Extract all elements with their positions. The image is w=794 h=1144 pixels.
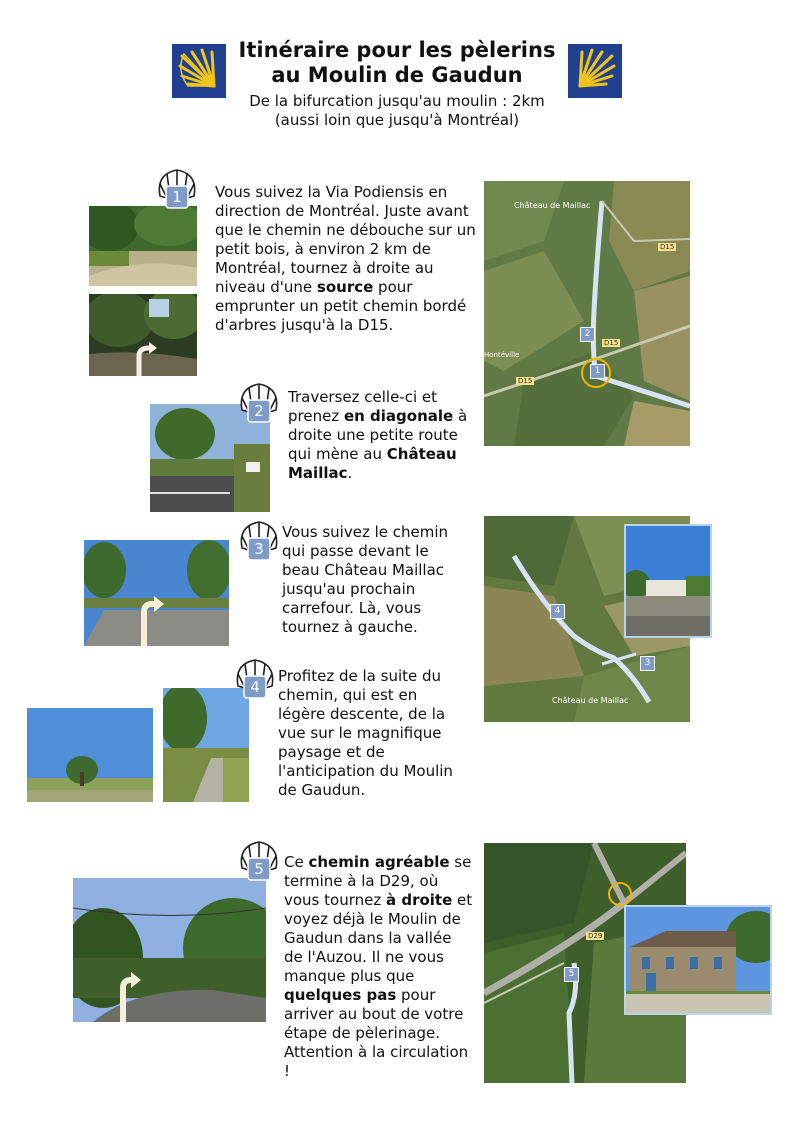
photo-step5-road [73, 878, 266, 1022]
text-segment: et voyez déjà le Moulin de Gaudun dans la vallée de l'Auzou. Il ne vous manque plus que [284, 891, 473, 985]
text-segment: . [347, 464, 353, 482]
text-segment: chemin agréable [308, 853, 450, 871]
map1-road-label-3: D15 [518, 377, 533, 385]
map2-marker-4: 4 [550, 604, 565, 619]
text-segment: Vous suivez le chemin qui passe devant le beau Château Maillac jusqu'au prochain carrefour. Là, vous tournez à gauche. [282, 523, 449, 636]
step-4-paragraph [278, 667, 468, 800]
map2-place-label: Château de Maillac [552, 696, 629, 705]
text-segment: à droite [386, 891, 453, 909]
photo-step1-path [89, 206, 197, 286]
text-segment: pour arriver au bout de votre étape de pèlerinage. Attention à la circulation ! [284, 986, 469, 1080]
page-subtitle [0, 92, 794, 130]
text-segment: se termine à la D29, où vous tournez [284, 853, 472, 909]
step-2-text [288, 388, 468, 483]
text-segment: Traversez celle-ci et prenez [288, 388, 438, 425]
subtitle-line-2: (aussi loin que jusqu'à Montréal) [274, 111, 520, 129]
step-5-paragraph [284, 853, 474, 1081]
text-segment: Ce [284, 853, 309, 871]
page-title [0, 38, 794, 88]
map1-place-label: Château de Maillac [514, 201, 591, 210]
text-segment: en diagonale [343, 407, 454, 425]
text-segment: Profitez de la suite du chemin, qui est en légère descente, de la vue sur le magnifique paysage et de l'anticipation du Moulin de Gaudun. [278, 667, 453, 799]
photo-chateau-maillac [624, 524, 712, 638]
map3-road-label: D29 [588, 932, 603, 940]
step-2-paragraph [288, 388, 468, 483]
photo-step4-landscape [27, 708, 153, 802]
text-segment: pour emprunter un petit chemin bordé d'arbres jusqu'à la D15. [215, 278, 467, 334]
shell-number-4: 4 [250, 678, 260, 696]
map3-marker-5: 5 [564, 967, 579, 982]
map1-road-label: D15 [660, 243, 675, 251]
photo-step1-trees [89, 294, 197, 376]
text-segment: Vous suivez la Via Podiensis en direction de Montréal. Juste avant que le chemin ne débouche sur un petit bois, à environ 2 km de Montréal, tournez à droite au niveau d'une [215, 183, 476, 296]
title-line-2: au Moulin de Gaudun [271, 63, 523, 87]
step-1-text [215, 183, 477, 335]
shell-number-3: 3 [254, 540, 264, 558]
shell-marker-5-icon [234, 838, 284, 890]
map2-marker-3: 3 [640, 656, 655, 671]
text-segment: Château Maillac [288, 445, 457, 482]
shell-marker-2-icon [234, 380, 284, 432]
shell-number-1: 1 [172, 188, 182, 206]
map1-road-label-2: D15 [604, 339, 619, 347]
title-line-1: Itinéraire pour les pèlerins [238, 38, 556, 62]
photo-step3-junction [84, 540, 229, 646]
step-5-text [284, 853, 474, 1081]
text-segment: quelques pas [284, 986, 397, 1004]
text-segment: à droite une petite route qui mène au [288, 407, 468, 463]
step-3-paragraph [282, 523, 460, 637]
map-1 [484, 181, 690, 446]
step-4-text [278, 667, 468, 800]
shell-marker-1-icon [152, 166, 202, 218]
map1-marker-2: 2 [580, 327, 595, 342]
shell-number-5: 5 [254, 860, 264, 878]
map1-marker-1: 1 [590, 364, 605, 379]
subtitle-line-1: De la bifurcation jusqu'au moulin : 2km [249, 92, 545, 110]
map1-village-label: Hontéville [484, 351, 520, 359]
shell-marker-3-icon [234, 518, 284, 570]
photo-moulin-de-gaudun [624, 905, 772, 1015]
shell-number-2: 2 [254, 402, 264, 420]
step-3-text [282, 523, 460, 637]
shell-marker-4-icon [230, 656, 280, 708]
text-segment: source [316, 278, 374, 296]
step-1-paragraph [215, 183, 477, 335]
